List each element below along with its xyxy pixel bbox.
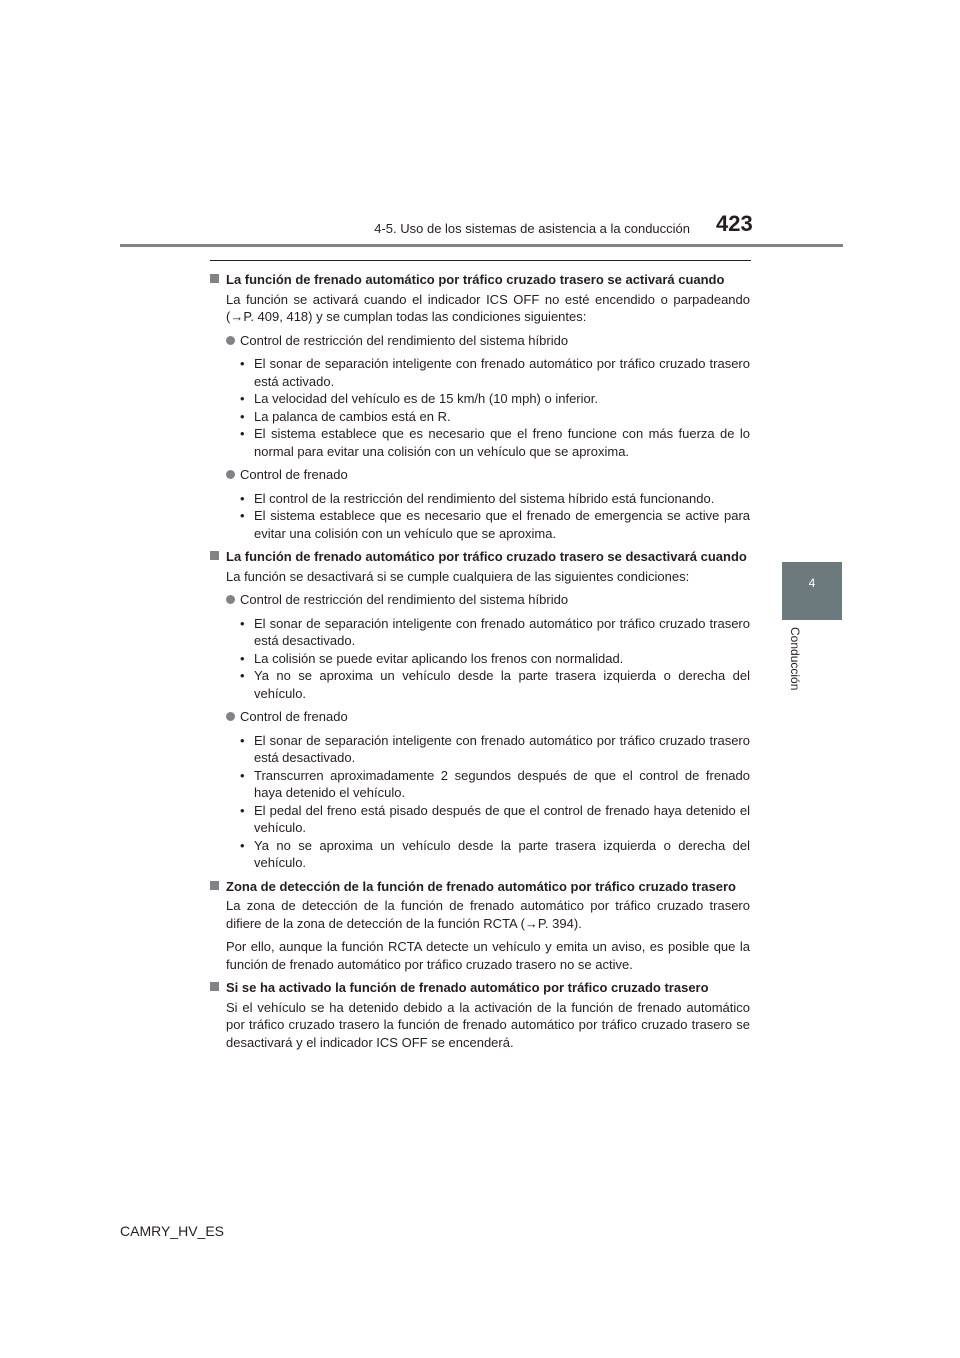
list-item-text: Ya no se aproxima un vehículo desde la parte trasera izquierda o derecha del vehículo. [254,837,750,870]
section-heading-text: Si se ha activado la función de frenado automático por tráfico cruzado trasero [226,980,709,995]
section-heading [210,878,750,896]
bullet-icon: • [240,356,245,371]
section-heading-text: La función de frenado automático por tráfico cruzado trasero se desactivará cuando [226,549,747,564]
circle-bullet-icon [226,712,235,721]
list-item [210,390,750,408]
condition-list [210,615,750,703]
section-heading-text: Zona de detección de la función de frenado automático por tráfico cruzado trasero [226,878,736,894]
square-bullet-icon [210,982,219,991]
list-item-text: La velocidad del vehículo es de 15 km/h (10 mph) o inferior. [254,391,598,406]
list-item-text: Transcurren aproximadamente 2 segundos después de que el control de frenado haya detenido el vehículo. [254,767,750,800]
group-label-text: Control de frenado [240,467,348,482]
square-bullet-icon [210,274,219,283]
section-heading [210,979,750,997]
list-item-text: El sonar de separación inteligente con frenado automático por tráfico cruzado trasero está desactivado. [254,732,750,765]
chapter-label: Conducción [788,627,802,691]
condition-list [210,490,750,543]
list-item [210,615,750,650]
list-item-text: El pedal del freno está pisado después de que el control de frenado haya detenido el vehículo. [254,802,750,835]
header-section-title: 4-5. Uso de los sistemas de asistencia a la conducción [374,221,690,236]
bullet-icon: • [240,391,245,406]
circle-bullet-icon [226,595,235,604]
group-label [210,332,750,350]
bullet-icon: • [240,668,245,683]
square-bullet-icon [210,881,219,890]
group-label [210,591,750,609]
group-label-text: Control de frenado [240,709,348,724]
bullet-icon: • [240,837,245,853]
group-label-text: Control de restricción del rendimiento del sistema híbrido [240,332,569,348]
list-item [210,767,750,802]
list-item [210,425,750,460]
section-paragraph: La zona de detección de la función de frenado automático por tráfico cruzado trasero difiere de la zona de detección de la función RCTA (→P. 394). [226,898,750,931]
section-paragraph: Por ello, aunque la función RCTA detecte un vehículo y emita un aviso, es posible que la función de frenado automático por tráfico cruzado trasero no se active. [226,939,750,972]
list-item-text: El sonar de separación inteligente con frenado automático por tráfico cruzado trasero está desactivado. [254,615,750,648]
list-item [210,408,750,426]
circle-bullet-icon [226,470,235,479]
group-label [210,466,750,484]
circle-bullet-icon [226,336,235,345]
bullet-icon: • [240,490,245,506]
chapter-number: 4 [808,576,816,590]
bullet-icon: • [240,508,245,523]
list-item [210,355,750,390]
list-item [210,732,750,767]
list-item [210,650,750,668]
group-label [210,708,750,726]
list-item [210,837,750,872]
main-content [210,268,750,1057]
list-item [210,490,750,508]
list-item-text: El control de la restricción del rendimiento del sistema híbrido está funcionando. [254,490,715,506]
list-item-text: La palanca de cambios está en R. [254,408,451,424]
section-paragraph: La función se desactivará si se cumple cualquiera de las siguientes condiciones: [226,568,690,584]
list-item [210,507,750,542]
bullet-icon: • [240,426,245,441]
content-top-rule [210,260,751,261]
condition-list [210,355,750,460]
section-paragraph: La función se activará cuando el indicador ICS OFF no esté encendido o parpadeando (→P. 409, 418) y se cumplan todas las condiciones siguientes: [226,291,750,324]
page-number: 423 [716,211,753,236]
list-item [210,667,750,702]
bullet-icon: • [240,650,245,666]
bullet-icon: • [240,732,245,748]
chapter-tab[interactable] [782,562,842,620]
bullet-icon: • [240,408,245,424]
bullet-icon: • [240,767,245,783]
section-heading [210,548,750,566]
bullet-icon: • [240,615,245,631]
list-item-text: La colisión se puede evitar aplicando los frenos con normalidad. [254,650,624,666]
section-heading-text: La función de frenado automático por tráfico cruzado trasero se activará cuando [226,272,725,287]
list-item-text: Ya no se aproxima un vehículo desde la parte trasera izquierda o derecha del vehículo. [254,668,750,701]
header-rule [120,244,843,247]
section-heading [210,271,750,289]
square-bullet-icon [210,551,219,560]
group-label-text: Control de restricción del rendimiento del sistema híbrido [240,592,569,607]
list-item-text: El sistema establece que es necesario que el freno funcione con más fuerza de lo normal para evitar una colisión con un vehículo que se aproxima. [254,426,750,459]
footer-code: CAMRY_HV_ES [120,1223,225,1239]
bullet-icon: • [240,802,245,818]
section-paragraph: Si el vehículo se ha detenido debido a la activación de la función de frenado automático por tráfico cruzado trasero la función de frenado automático por tráfico cruzado trasero se desactivará y el indicador ICS OFF se encenderá. [226,999,750,1050]
list-item-text: El sistema establece que es necesario que el frenado de emergencia se active para evitar una colisión con un vehículo que se aproxima. [254,508,750,541]
condition-list [210,732,750,872]
list-item [210,802,750,837]
list-item-text: El sonar de separación inteligente con frenado automático por tráfico cruzado trasero está activado. [254,356,750,389]
